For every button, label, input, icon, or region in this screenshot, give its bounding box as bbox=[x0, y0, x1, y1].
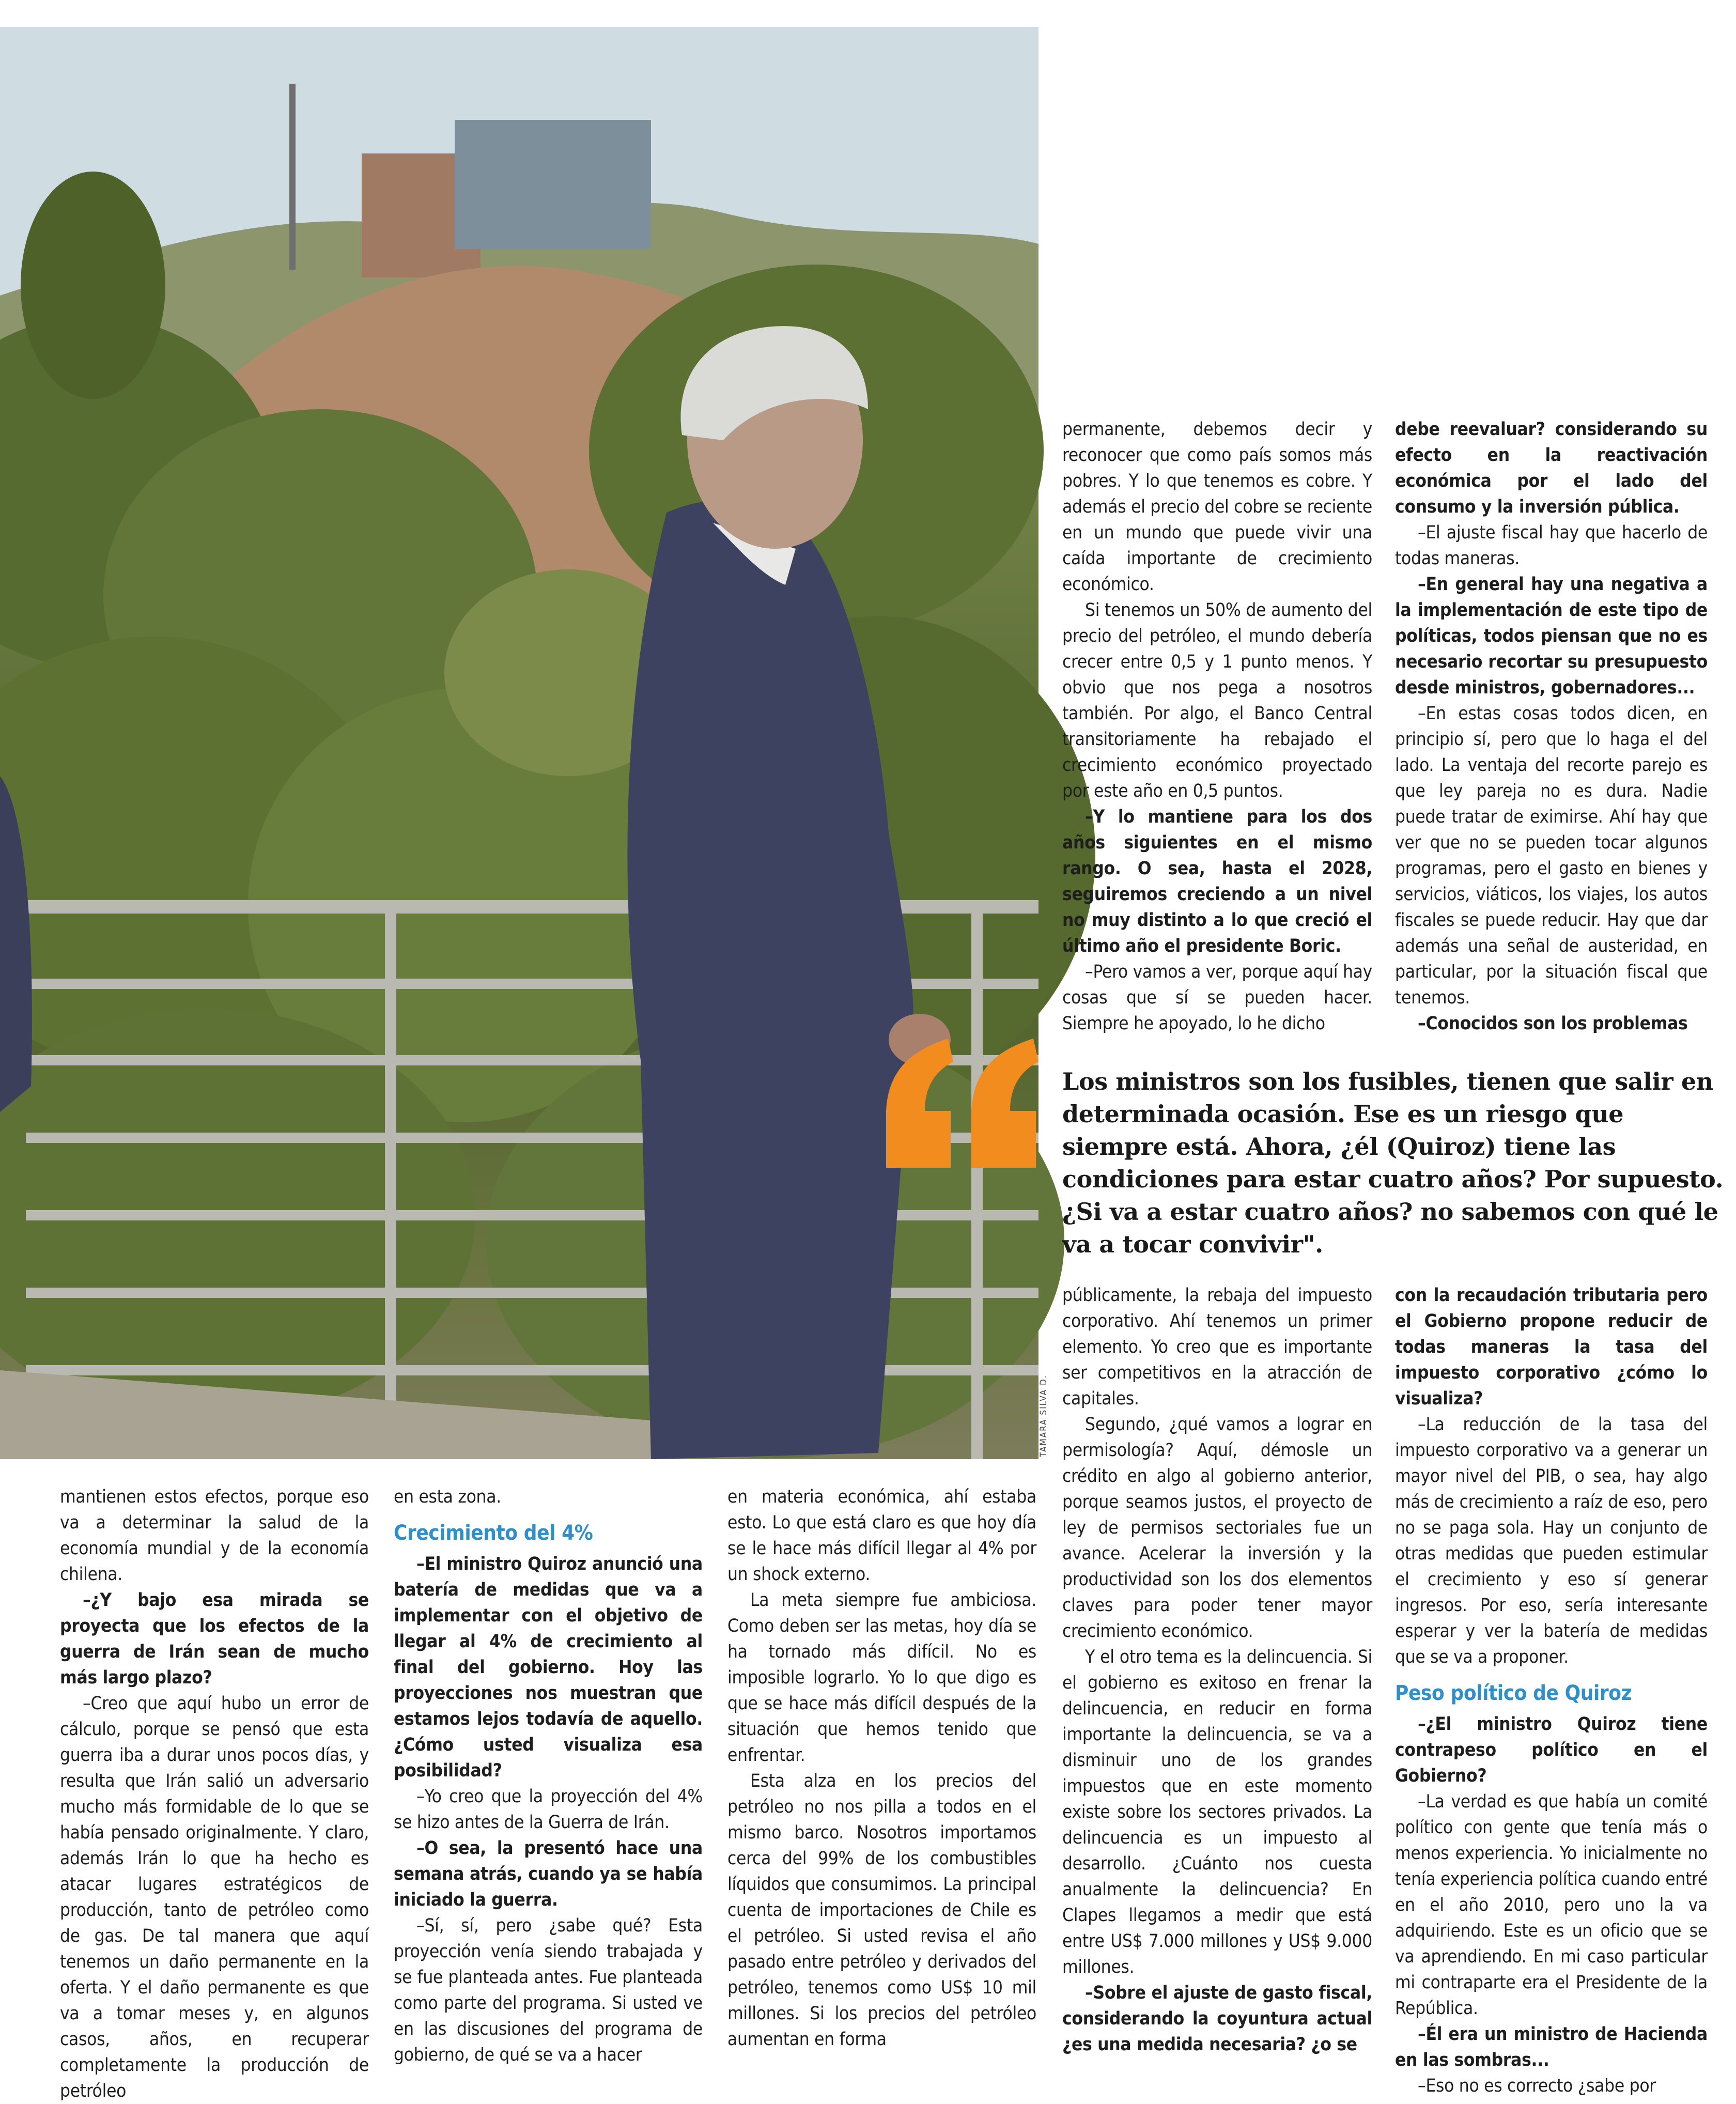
paragraph: –La verdad es que había un comité político con gente que tenía más o menos experiencia. Yo inicialmente no tenía experiencia política cuando entré en el año 2010, pero uno la va adquiriendo. Este es un oficio que se va aprendiendo. En mi caso particular mi contraparte era el Presidente de la República. bbox=[1395, 1791, 1708, 2019]
paragraph: –Sí, sí, pero ¿sabe qué? Esta proyección venía siendo trabajada y se fue planteada antes. Fue planteada como parte del programa. Si usted ve en las discusiones del programa de gobierno, de qué se va a hacer bbox=[394, 1915, 703, 2065]
paragraph: –Eso no es correcto ¿sabe por bbox=[1418, 2076, 1656, 2096]
photo-credit: TAMARA SILVA D. bbox=[1038, 1374, 1049, 1457]
paragraph: –En estas cosas todos dicen, en principio sí, pero que lo haga el del lado. La ventaja del recorte parejo es que ley pareja no es dura. Nadie puede tratar de eximirse. Ahí hay que ver que no se pueden tocar algunos programas, pero el gasto en bienes y servicios, viáticos, los viajes, los autos fiscales se puede reducir. Hay que dar además una señal de austeridad, en particular, por la situación fiscal que tenemos. bbox=[1395, 703, 1708, 1008]
paragraph: Si tenemos un 50% de aumento del precio del petróleo, el mundo debería crecer entre 0,5 y 1 punto menos. Y obvio que nos pega a nosotros también. Por algo, el Banco Central transitoriamente ha rebajado el crecimiento económico proyectado por este año en 0,5 puntos. bbox=[1062, 600, 1372, 801]
section-heading: Peso político de Quiroz bbox=[1395, 1681, 1632, 1705]
column-2 bbox=[394, 1484, 703, 2065]
paragraph: –Creo que aquí hubo un error de cálculo, porque se pensó que esta guerra iba a durar unos pocos días, y resulta que Irán salió un adversario mucho más formidable de lo que se había pensado originalmente. Y claro, además Irán lo que ha hecho es atacar lugares estratégicos de producción, tanto de petróleo como de gas. De tal manera que aquí tenemos un daño permanente en la oferta. Y el daño permanente es que va a tomar meses y, en algunos casos, años, en recuperar completamente la producción de petróleo bbox=[60, 1693, 369, 2101]
interview-question: –Él era un ministro de Hacienda en las sombras... bbox=[1395, 2024, 1708, 2070]
interview-question: –El ministro Quiroz anunció una batería de medidas que va a implementar con el objetivo de llegar al 4% de crecimiento al final del gobierno. Hoy las proyecciones nos muestran que estamos lejos todavía de aquello. ¿Cómo usted visualiza esa posibilidad? bbox=[394, 1554, 703, 1781]
column-5-bottom bbox=[1395, 1282, 1708, 2096]
interview-question: –¿El ministro Quiroz tiene contrapeso político en el Gobierno? bbox=[1395, 1714, 1708, 1786]
interview-question: debe reevaluar? considerando su efecto en la reactivación económica por el lado del consumo y la inversión pública. bbox=[1395, 419, 1708, 517]
paragraph: –El ajuste fiscal hay que hacerlo de todas maneras. bbox=[1395, 522, 1708, 569]
paragraph: públicamente, la rebaja del impuesto corporativo. Ahí tenemos un primer elemento. Yo creo que es importante ser competitivos en la atracción de capitales. bbox=[1062, 1285, 1372, 1409]
photo-illustration bbox=[0, 27, 1038, 1459]
paragraph: Y el otro tema es la delincuencia. Si el gobierno es exitoso en frenar la delincuencia, en reducir en forma importante la delincuencia, se va a disminuir uno de los grandes impuestos que en este momento existe sobre los sectores privados. La delincuencia es un impuesto al desarrollo. ¿Cuánto nos cuesta anualmente la delincuencia? En Clapes llegamos a medir que está entre US$ 7.000 millones y US$ 9.000 millones. bbox=[1062, 1647, 1372, 1977]
paragraph: mantienen estos efectos, porque eso va a determinar la salud de la economía mundial y de la economía chilena. bbox=[60, 1487, 369, 1585]
pull-quote: Los ministros son los fusibles, tienen que salir en determinada ocasión. Ese es un riesgo que siempre está. Ahora, ¿él (Quiroz) tiene las condiciones para estar cuatro años? Por supuesto. ¿Si va a estar cuatro años? no sabemos con qué le va a tocar convivir". bbox=[1062, 1068, 1724, 1258]
paragraph: Segundo, ¿qué vamos a lograr en permisología? Aquí, démosle un crédito en algo al gobierno anterior, porque seamos justos, el proyecto de ley de permisos sectoriales fue un avance. Acelerar la inversión y la productividad son los dos elementos claves para poder tener mayor crecimiento económico. bbox=[1062, 1414, 1372, 1642]
interview-question: con la recaudación tributaria pero el Gobierno propone reducir de todas maneras la tasa del impuesto corporativo ¿cómo lo visualiza? bbox=[1395, 1285, 1708, 1409]
interview-question: –O sea, la presentó hace una semana atrás, cuando ya se había iniciado la guerra. bbox=[394, 1838, 703, 1910]
paragraph: en esta zona. bbox=[394, 1487, 501, 1507]
column-1 bbox=[60, 1484, 369, 2101]
interview-question: –Sobre el ajuste de gasto fiscal, considerando la coyuntura actual ¿es una medida necesaria? ¿o se bbox=[1062, 1983, 1372, 2055]
column-3 bbox=[727, 1484, 1036, 2065]
article-photo bbox=[0, 27, 1038, 1459]
paragraph: –Pero vamos a ver, porque aquí hay cosas que sí se pueden hacer. Siempre he apoyado, lo he dicho bbox=[1062, 962, 1372, 1034]
column-5-top bbox=[1395, 416, 1708, 1034]
column-4-bottom bbox=[1062, 1282, 1372, 2065]
section-heading: Crecimiento del 4% bbox=[394, 1521, 593, 1545]
paragraph: La meta siempre fue ambiciosa. Como deben ser las metas, hoy día se ha tornado más difícil. No es imposible lograrlo. Yo lo que digo es que se hace más difícil después de la situación que hemos tenido que enfrentar. bbox=[727, 1590, 1036, 1766]
interview-question: –En general hay una negativa a la implementación de este tipo de políticas, todos piensan que no es necesario recortar su presupuesto desde ministros, gobernadores... bbox=[1395, 574, 1708, 698]
paragraph: –La reducción de la tasa del impuesto corporativo va a generar un mayor nivel del PIB, o sea, hay algo más de crecimiento a raíz de eso, pero no se paga sola. Hay un conjunto de otras medidas que pueden estimular el crecimiento y eso sí generar ingresos. Por eso, sería interesante esperar y ver la batería de medidas que se va a proponer. bbox=[1395, 1414, 1708, 1667]
paragraph: –Yo creo que la proyección del 4% se hizo antes de la Guerra de Irán. bbox=[394, 1786, 703, 1833]
paragraph: Esta alza en los precios del petróleo no nos pilla a todos en el mismo barco. Nosotros importamos cerca del 99% de los combustibles líquidos que consumimos. La principal cuenta de importaciones de Chile es el petróleo. Si usted revisa el año pasado entre petróleo y derivados del petróleo, tenemos como US$ 10 mil millones. Si los precios del petróleo aumentan en forma bbox=[727, 1771, 1036, 2050]
paragraph: en materia económica, ahí estaba esto. Lo que está claro es que hoy día se le hace más difícil llegar al 4% por un shock externo. bbox=[727, 1487, 1036, 1585]
open-quote-icon bbox=[881, 1039, 1044, 1173]
paragraph: permanente, debemos decir y reconocer que como país somos más pobres. Y lo que tenemos es cobre. Y además el precio del cobre se reciente en un mundo que puede vivir una caída importante de crecimiento económico. bbox=[1062, 419, 1372, 595]
column-4-top bbox=[1062, 416, 1372, 1034]
interview-question: –Conocidos son los problemas bbox=[1418, 1013, 1688, 1034]
interview-question: –Y lo mantiene para los dos años siguientes en el mismo rango. O sea, hasta el 2028, seguiremos creciendo a un nivel no muy distinto a lo que creció el último año el presidente Boric. bbox=[1062, 807, 1372, 956]
interview-question: –¿Y bajo esa mirada se proyecta que los efectos de la guerra de Irán sean de mucho más largo plazo? bbox=[60, 1590, 369, 1688]
